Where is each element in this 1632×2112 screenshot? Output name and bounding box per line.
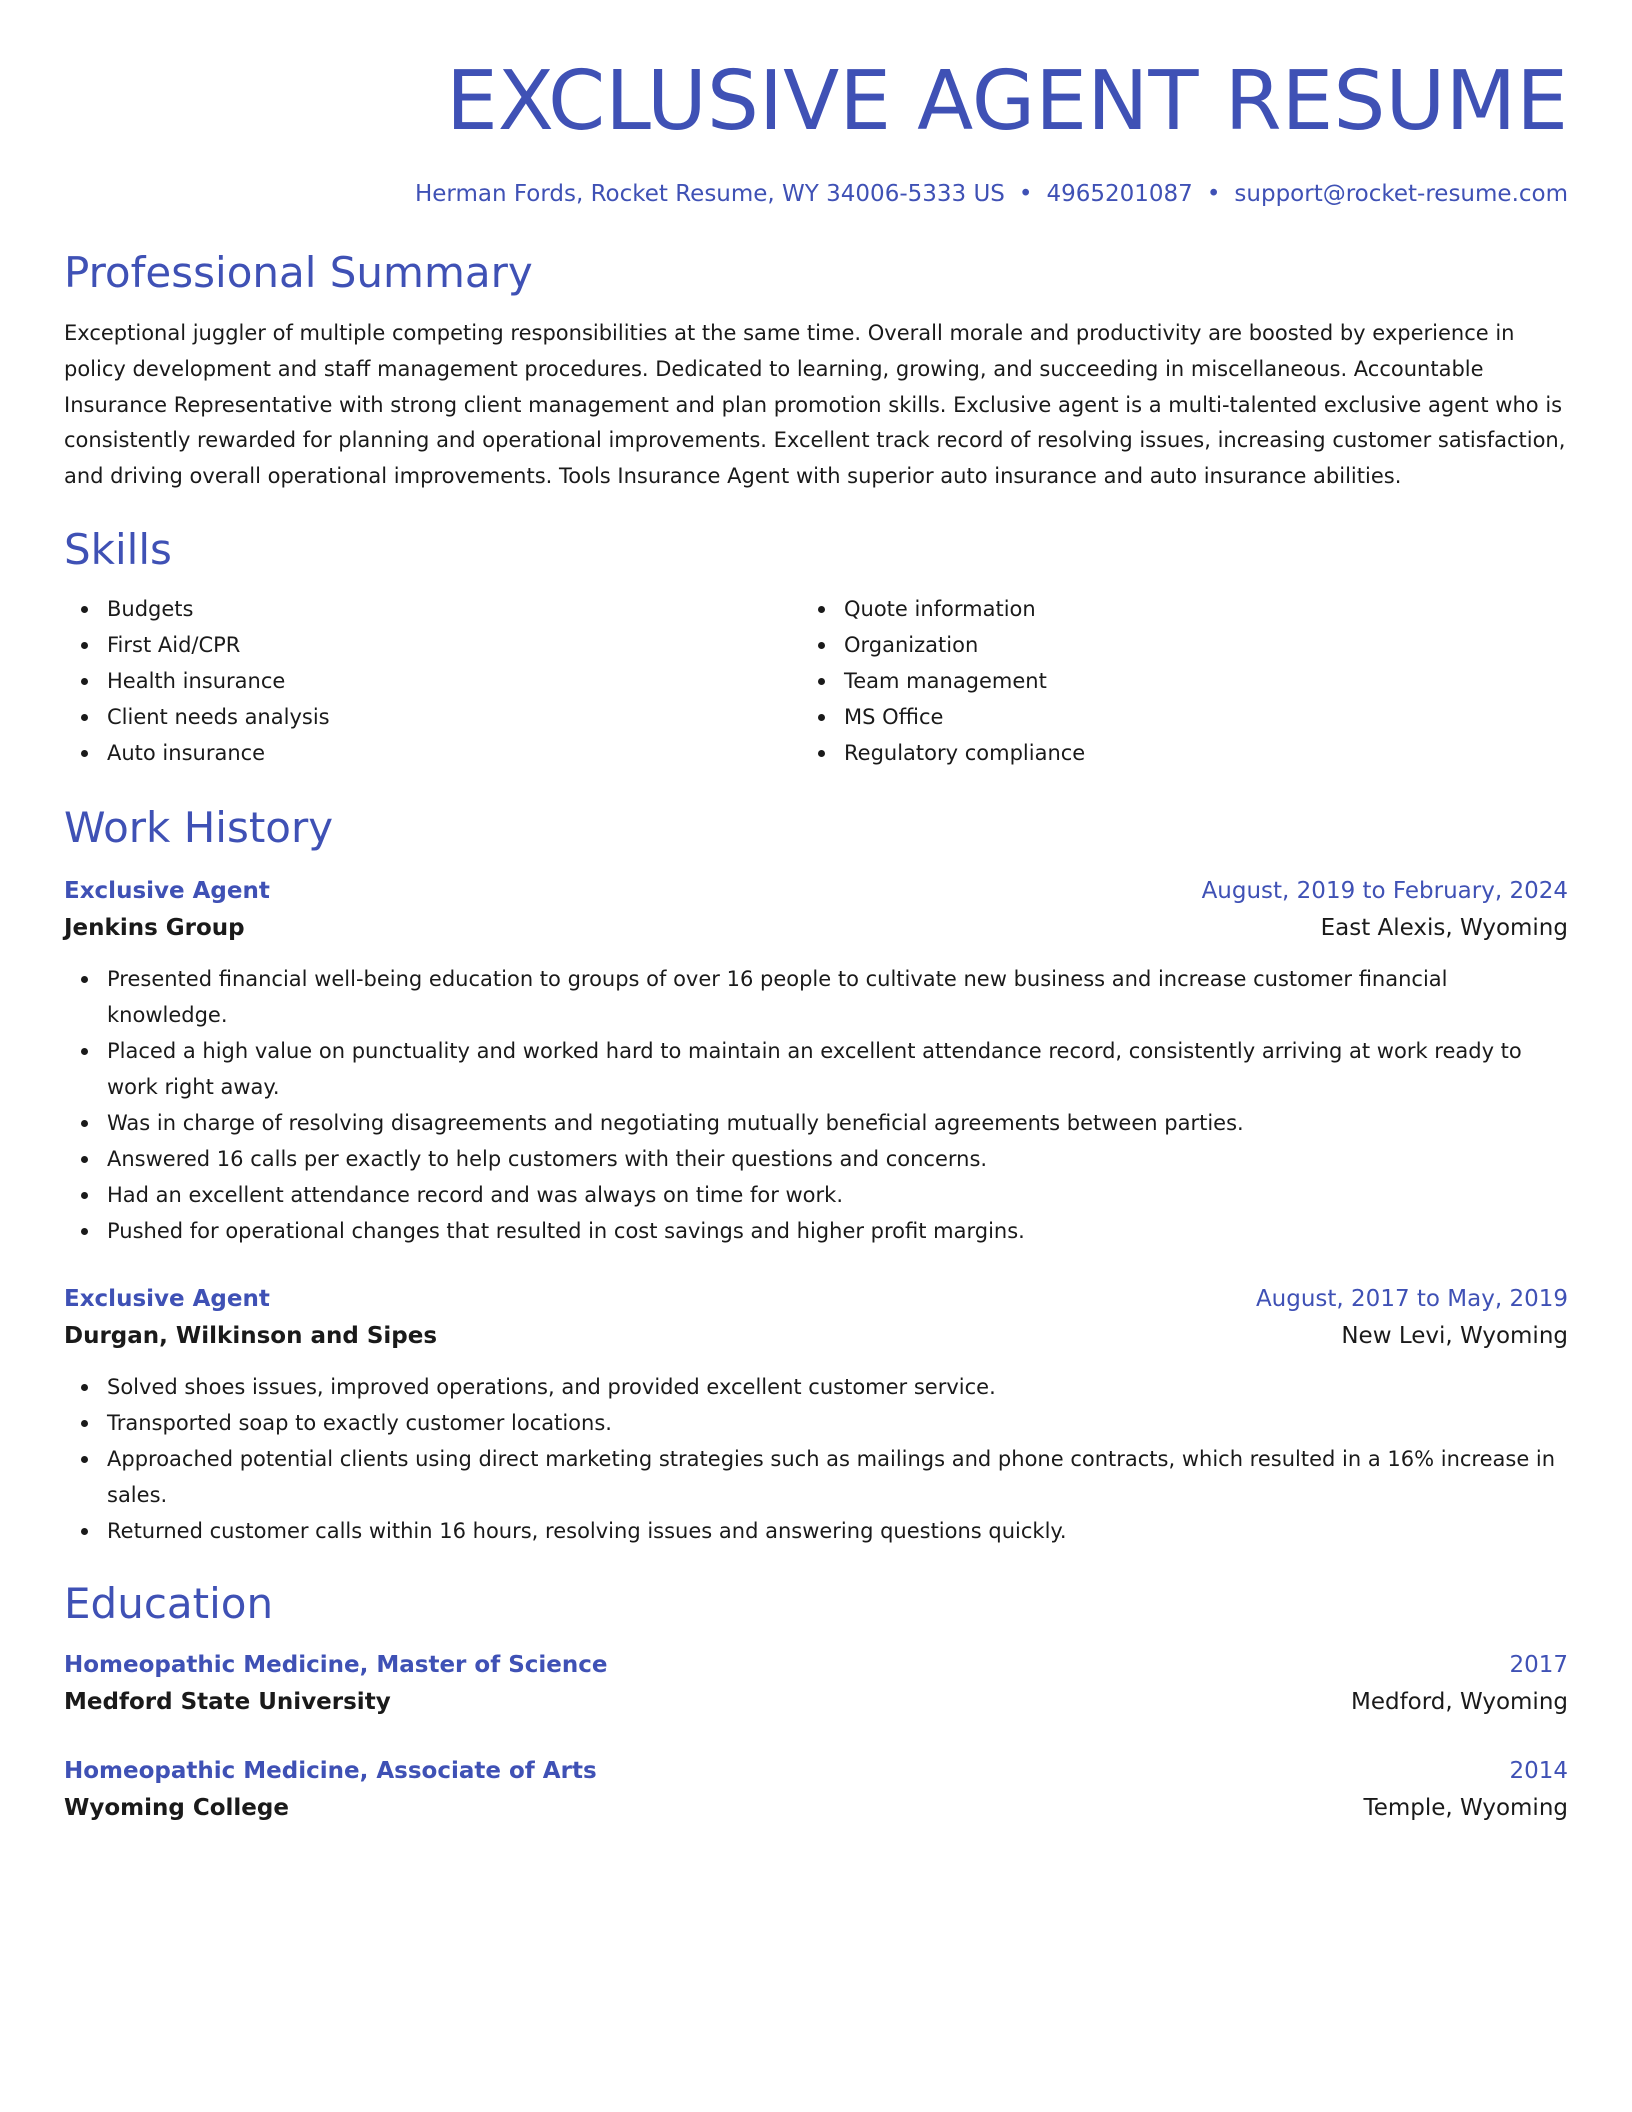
skill-item: Auto insurance: [107, 735, 801, 771]
skill-item: Regulatory compliance: [844, 735, 1538, 771]
skills-heading: Skills: [64, 524, 172, 574]
job-title: Exclusive Agent: [64, 877, 270, 904]
job-bullet: Solved shoes issues, improved operations, and provided excellent customer service.: [64, 1369, 1568, 1405]
skill-item: Organization: [844, 627, 1538, 663]
job-bullet: Presented financial well-being education to groups of over 16 people to cultivate new business and increase customer financial knowledge.: [64, 961, 1568, 1033]
job-dates: August, 2017 to May, 2019: [1255, 1285, 1568, 1312]
education-entry: [64, 1647, 1568, 1721]
skills-grid: [64, 591, 1568, 771]
resume-title: EXCLUSIVE AGENT RESUME: [445, 54, 1568, 149]
job-bullet: Placed a high value on punctuality and worked hard to maintain an excellent attendance record, consistently arriving at work ready to work right away.: [64, 1033, 1568, 1105]
contact-separator: •: [1206, 181, 1221, 207]
education-entry: [64, 1753, 1568, 1827]
job-bullet: Approached potential clients using direct marketing strategies such as mailings and phone contracts, which resulted in a 16% increase in sales.: [64, 1441, 1568, 1513]
job-bullet: Transported soap to exactly customer locations.: [64, 1405, 1568, 1441]
education-location: Temple, Wyoming: [1363, 1794, 1568, 1821]
job-bullet: Had an excellent attendance record and was always on time for work.: [64, 1177, 1568, 1213]
job-bullet: Returned customer calls within 16 hours, resolving issues and answering questions quickly.: [64, 1513, 1568, 1549]
education-location: Medford, Wyoming: [1350, 1688, 1568, 1715]
education-school: Wyoming College: [64, 1794, 289, 1821]
skill-item: Health insurance: [107, 663, 801, 699]
job-entry: [64, 1281, 1568, 1549]
education-school-row: [64, 1683, 1568, 1721]
job-dates: August, 2019 to February, 2024: [1201, 877, 1568, 904]
job-title: Exclusive Agent: [64, 1285, 270, 1312]
education-year: 2017: [1509, 1651, 1568, 1678]
skills-column-left: [64, 591, 801, 771]
contact-separator: •: [1018, 181, 1033, 207]
job-company-row: [64, 1317, 1568, 1355]
education-year: 2014: [1509, 1757, 1568, 1784]
job-bullets: [64, 961, 1568, 1249]
contact-email: support@rocket-resume.com: [1234, 181, 1568, 207]
job-bullet: Was in charge of resolving disagreements and negotiating mutually beneficial agreements between parties.: [64, 1105, 1568, 1141]
job-location: East Alexis, Wyoming: [1320, 914, 1568, 941]
contact-phone: 4965201087: [1046, 181, 1193, 207]
education-degree: Homeopathic Medicine, Associate of Arts: [64, 1757, 597, 1784]
skills-column-right: [801, 591, 1538, 771]
summary-heading: Professional Summary: [64, 248, 533, 297]
contact-line: [64, 178, 1568, 210]
work-history-heading: Work History: [64, 802, 334, 852]
job-bullets: [64, 1369, 1568, 1549]
job-bullet: Pushed for operational changes that resulted in cost savings and higher profit margins.: [64, 1213, 1568, 1249]
education-school-row: [64, 1789, 1568, 1827]
skill-item: Client needs analysis: [107, 699, 801, 735]
skill-item: Quote information: [844, 591, 1538, 627]
job-entry: [64, 873, 1568, 1249]
education-heading: Education: [64, 1578, 274, 1628]
skill-item: MS Office: [844, 699, 1538, 735]
skill-item: Team management: [844, 663, 1538, 699]
job-location: New Levi, Wyoming: [1341, 1322, 1568, 1349]
summary-text: Exceptional juggler of multiple competing responsibilities at the same time. Overall morale and productivity are boosted by experience in policy development and staff management procedures. Dedicated to learning, growing, and succeeding in miscellaneous. Accountable Insurance Representative with strong client management and plan promotion skills. Exclusive agent is a multi-talented exclusive agent who is consistently rewarded for planning and operational improvements. Excellent track record of resolving issues, increasing customer satisfaction, and driving overall operational improvements. Tools Insurance Agent with superior auto insurance and auto insurance abilities.: [64, 321, 1566, 489]
contact-address: Herman Fords, Rocket Resume, WY 34006-5333 US: [414, 181, 1005, 207]
education-degree-row: [64, 1647, 1568, 1683]
job-company-row: [64, 909, 1568, 947]
job-company: Durgan, Wilkinson and Sipes: [64, 1322, 438, 1349]
education-school: Medford State University: [64, 1688, 391, 1715]
skill-item: First Aid/CPR: [107, 627, 801, 663]
job-title-row: [64, 1281, 1568, 1317]
education-degree: Homeopathic Medicine, Master of Science: [64, 1651, 608, 1678]
skill-item: Budgets: [107, 591, 801, 627]
job-title-row: [64, 873, 1568, 909]
education-degree-row: [64, 1753, 1568, 1789]
job-company: Jenkins Group: [64, 914, 245, 941]
job-bullet: Answered 16 calls per exactly to help customers with their questions and concerns.: [64, 1141, 1568, 1177]
